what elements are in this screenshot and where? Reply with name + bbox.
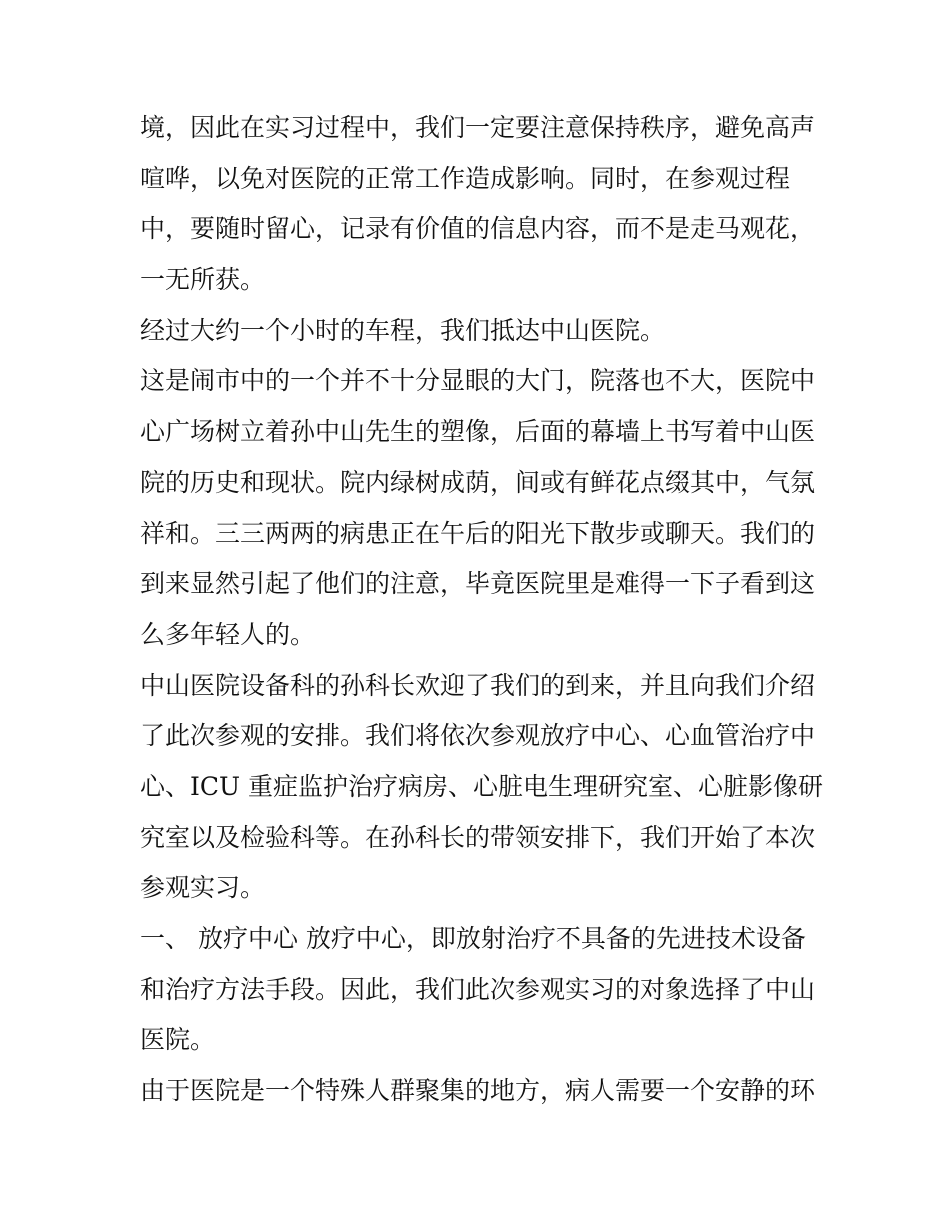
text-line: 中山医院设备科的孙科长欢迎了我们的到来，并且向我们介绍 — [140, 670, 816, 700]
text-line: 了此次参观的安排。我们将依次参观放疗中心、心血管治疗中 — [140, 721, 816, 751]
text-line: 喧哗，以免对医院的正常工作造成影响。同时，在参观过程 — [140, 163, 791, 193]
text-line: 院的历史和现状。院内绿树成荫，间或有鲜花点缀其中，气氛 — [140, 467, 816, 497]
text-line: 心、ICU 重症监护治疗病房、心脏电生理研究室、心脏影像研 — [140, 771, 824, 801]
text-line: 参观实习。 — [140, 873, 266, 903]
text-line: 这是闹市中的一个并不十分显眼的大门，院落也不大，医院中 — [140, 366, 816, 396]
text-line: 一、 放疗中心 放疗中心，即放射治疗不具备的先进技术设备 — [140, 924, 806, 953]
text-line: 由于医院是一个特殊人群聚集的地方，病人需要一个安静的环 — [140, 1076, 816, 1106]
text-line: 经过大约一个小时的车程，我们抵达中山医院。 — [140, 315, 666, 345]
text-line: 到来显然引起了他们的注意，毕竟医院里是难得一下子看到这 — [140, 569, 816, 599]
text-line: 中，要随时留心，记录有价值的信息内容，而不是走马观花， — [140, 214, 816, 244]
text-line: 究室以及检验科等。在孙科长的带领安排下，我们开始了本次 — [140, 822, 816, 852]
text-line: 境，因此在实习过程中，我们一定要注意保持秩序，避免高声 — [140, 113, 816, 142]
text-line: 心广场树立着孙中山先生的塑像，后面的幕墙上书写着中山医 — [140, 417, 816, 447]
text-line: 医院。 — [140, 1025, 216, 1055]
text-line: 一无所获。 — [140, 265, 266, 295]
text-line: 么多年轻人的。 — [140, 619, 316, 649]
body-text — [140, 103, 824, 1117]
text-line: 和治疗方法手段。因此，我们此次参观实习的对象选择了中山 — [140, 974, 816, 1004]
text-line: 祥和。三三两两的病患正在午后的阳光下散步或聊天。我们的 — [140, 518, 816, 548]
